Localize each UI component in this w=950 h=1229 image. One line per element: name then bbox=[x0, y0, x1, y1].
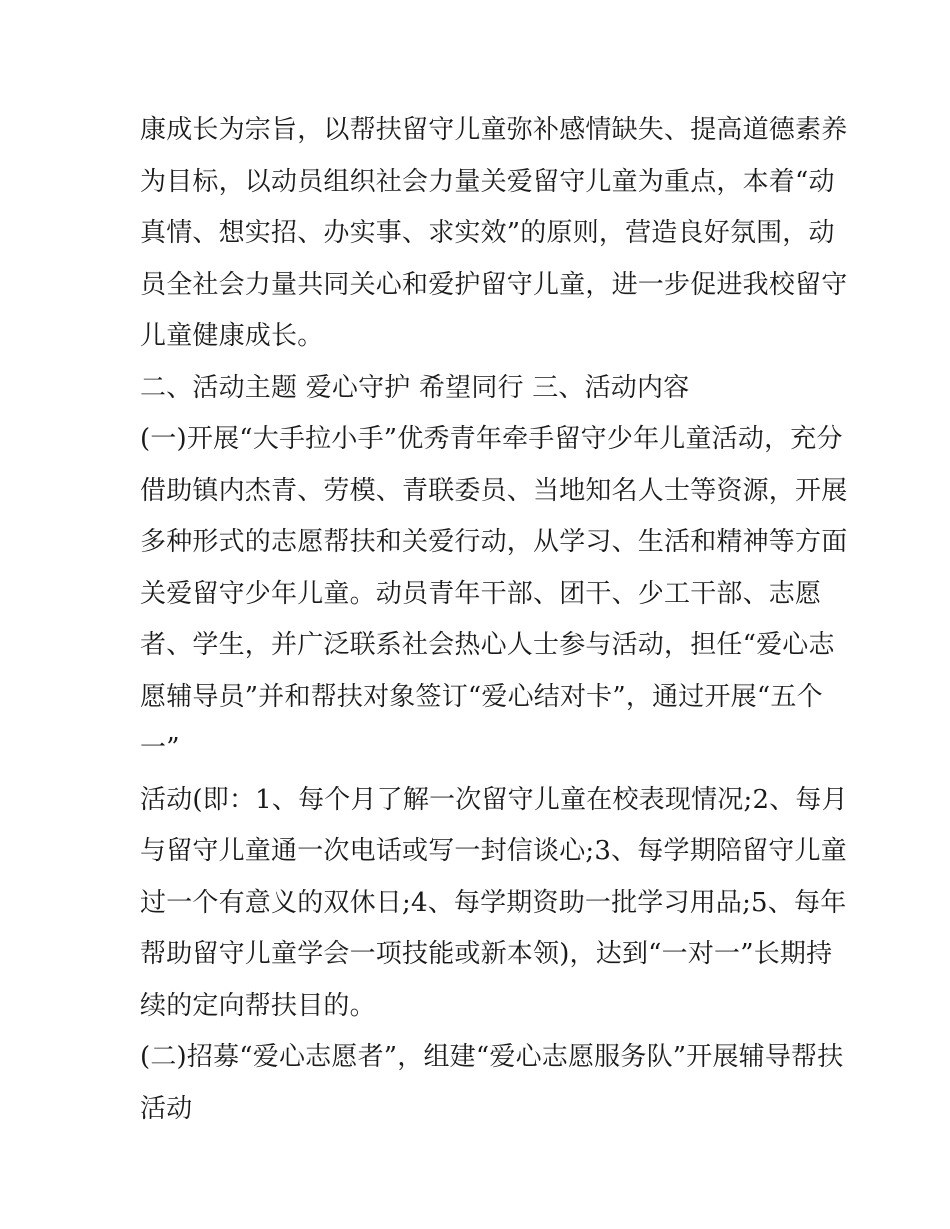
text-line: 活动(即：1、每个月了解一次留守儿童在校表现情况;2、每月 bbox=[140, 784, 848, 815]
document-body bbox=[140, 108, 848, 1138]
text-line: 多种形式的志愿帮扶和关爱行动，从学习、生活和精神等方面 bbox=[140, 527, 848, 557]
text-line: 康成长为宗旨，以帮扶留守儿童弥补感情缺失、提高道德素养 bbox=[140, 115, 848, 145]
text-line: 关爱留守少年儿童。动员青年干部、团干、少工干部、志愿 bbox=[140, 578, 822, 609]
text-line: (一)开展“大手拉小手”优秀青年牵手留守少年儿童活动，充分 bbox=[140, 424, 843, 454]
text-line: (二)招募“爱心志愿者”，组建“爱心志愿服务队”开展辅导帮扶 bbox=[140, 1042, 844, 1072]
text-line: 一” bbox=[140, 733, 180, 763]
text-line: 员全社会力量共同关心和爱护留守儿童，进一步促进我校留守 bbox=[140, 269, 848, 300]
text-line: 借助镇内杰青、劳模、青联委员、当地知名人士等资源，开展 bbox=[140, 475, 848, 506]
text-line: 过一个有意义的双休日;4、每学期资助一批学习用品;5、每年 bbox=[140, 887, 847, 918]
text-line: 者、学生，并广泛联系社会热心人士参与活动，担任“爱心志 bbox=[140, 630, 835, 660]
text-line: 愿辅导员”并和帮扶对象签订“爱心结对卡”，通过开展“五个 bbox=[140, 681, 823, 712]
text-line: 真情、想实招、办实事、求实效”的原则，营造良好氛围，动 bbox=[140, 218, 835, 248]
section-heading-line: 二、活动主题 爱心守护 希望同行 三、活动内容 bbox=[140, 372, 690, 403]
text-line: 活动 bbox=[140, 1093, 193, 1124]
text-line: 为目标，以动员组织社会力量关爱留守儿童为重点，本着“动 bbox=[140, 166, 835, 197]
text-line: 与留守儿童通一次电话或写一封信谈心;3、每学期陪留守儿童 bbox=[140, 836, 847, 866]
text-line: 续的定向帮扶目的。 bbox=[140, 990, 376, 1021]
text-line: 帮助留守儿童学会一项技能或新本领)，达到“一对一”长期持 bbox=[140, 939, 833, 969]
text-line: 儿童健康成长。 bbox=[140, 321, 324, 351]
